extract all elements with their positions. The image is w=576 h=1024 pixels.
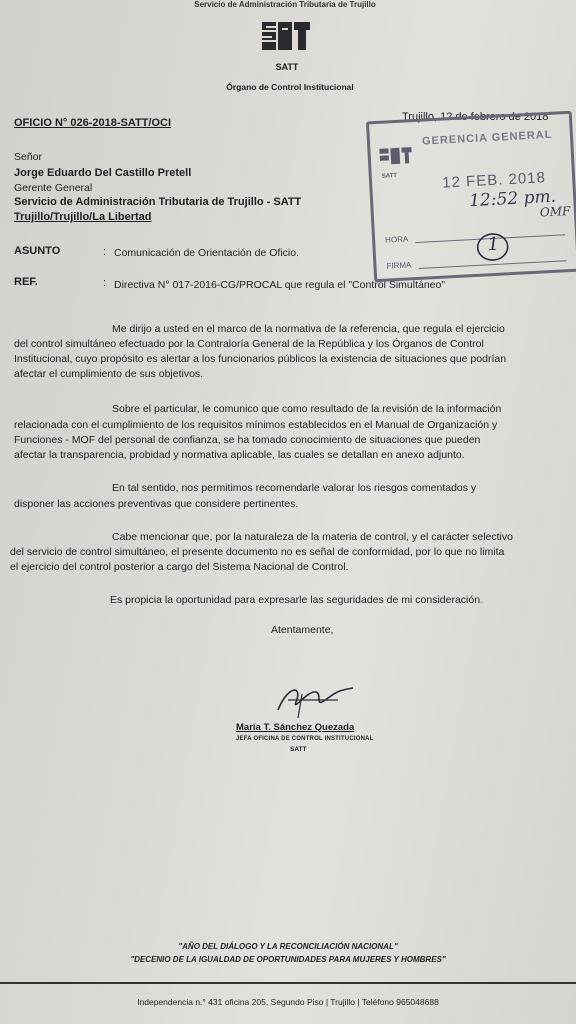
- stamp-logo-icon: [378, 146, 413, 170]
- stamp-hora-label: HORA: [384, 234, 409, 245]
- recipient-org: Servicio de Administración Tributaria de Trujillo - SATT: [14, 196, 302, 208]
- p1-line3: Institucional, cuyo propósito es alertar a los funcionarios públicos la existencia de situaciones que podrían: [14, 353, 507, 365]
- reception-stamp: [366, 111, 576, 283]
- closing: Atentamente,: [271, 624, 334, 636]
- satt-logo-icon: [258, 18, 314, 60]
- p4-line1: Cabe mencionar que, por la naturaleza de la materia de control, y el carácter selectivo: [112, 531, 513, 543]
- signature-icon: [268, 680, 358, 720]
- p1-line1: Me dirijo a usted en el marco de la normativa de la referencia, que regula el ejercicio: [112, 323, 505, 335]
- p3-line1: En tal sentido, nos permitimos recomendarle valorar los riesgos comentados y: [112, 482, 477, 494]
- stamp-office: GERENCIA GENERAL: [421, 128, 553, 148]
- p1-line2: del control simultáneo efectuado por la Contraloría General de la República y los Órganos de Control: [14, 338, 484, 350]
- signer-name: María T. Sánchez Quezada: [236, 722, 355, 733]
- asunto-text: Comunicación de Orientación de Oficio.: [114, 247, 300, 259]
- signer-org: SATT: [290, 746, 307, 753]
- stamp-date: 12 FEB. 2018: [441, 169, 547, 192]
- footer-divider: [0, 982, 576, 984]
- recipient-location: Trujillo/Trujillo/La Libertad: [14, 211, 152, 223]
- institution-header: Servicio de Administración Tributaria de Trujillo: [194, 0, 376, 9]
- logo-text: SATT: [275, 62, 299, 72]
- p2-line4: afectar la transparencia, probidad y normativa aplicable, las cuales se detallan en anexo adjunto.: [14, 449, 465, 461]
- asunto-colon: :: [103, 246, 107, 258]
- stamp-time: 12:52 pm.: [468, 186, 557, 212]
- salutation: Señor: [14, 151, 43, 163]
- footer-address: Independencia n.° 431 oficina 205, Segundo Piso | Trujillo | Teléfono 965048688: [137, 997, 439, 1007]
- letter-date: Trujillo, 12 de febrero de 2018: [402, 111, 549, 123]
- ref-colon: :: [103, 277, 107, 289]
- p2-line1: Sobre el particular, le comunico que como resultado de la revisión de la información: [112, 403, 502, 415]
- p1-line4: afectar el cumplimiento de sus objetivos.: [14, 368, 204, 380]
- p4-line2: del servicio de control simultáneo, el presente documento no es señal de conformidad, por lo que no limita: [10, 546, 505, 558]
- ref-text: Directiva N° 017-2016-CG/PROCAL que regula el "Control Simultáneo": [114, 279, 446, 291]
- motto-2: "DECENIO DE LA IGUALDAD DE OPORTUNIDADES PARA MUJERES Y HOMBRES": [130, 955, 446, 964]
- asunto-label: ASUNTO: [14, 245, 61, 257]
- stamp-initials: OMF: [539, 203, 571, 220]
- signer-role: JEFA OFICINA DE CONTROL INSTITUCIONAL: [236, 736, 374, 742]
- p4-line3: el ejercicio del control posterior a cargo del Sistema Nacional de Control.: [10, 561, 349, 573]
- folio-number: 1: [486, 233, 500, 256]
- ref-label: REF.: [14, 276, 38, 288]
- stamp-firma-label: FIRMA: [386, 260, 412, 271]
- p3-line2: disponer las acciones preventivas que considere pertinentes.: [14, 498, 299, 510]
- p5: Es propicia la oportunidad para expresarle las seguridades de mi consideración.: [110, 594, 483, 606]
- stamp-brand: SATT: [381, 172, 398, 180]
- recipient-name: Jorge Eduardo Del Castillo Pretell: [14, 167, 192, 179]
- motto-1: "AÑO DEL DIÁLOGO Y LA RECONCILIACIÓN NACIONAL": [178, 942, 398, 951]
- recipient-title: Gerente General: [14, 182, 93, 194]
- p2-line3: Funciones - MOF del personal de confianza, se ha tomado conocimiento de situaciones que pueden: [14, 434, 481, 446]
- letter-number: OFICIO N° 026-2018-SATT/OCI: [14, 117, 172, 129]
- p2-line2: relacionada con el cumplimiento de los requisitos mínimos establecidos en el Manual de Organización y: [14, 419, 498, 431]
- organ-name: Órgano de Control Institucional: [226, 82, 354, 92]
